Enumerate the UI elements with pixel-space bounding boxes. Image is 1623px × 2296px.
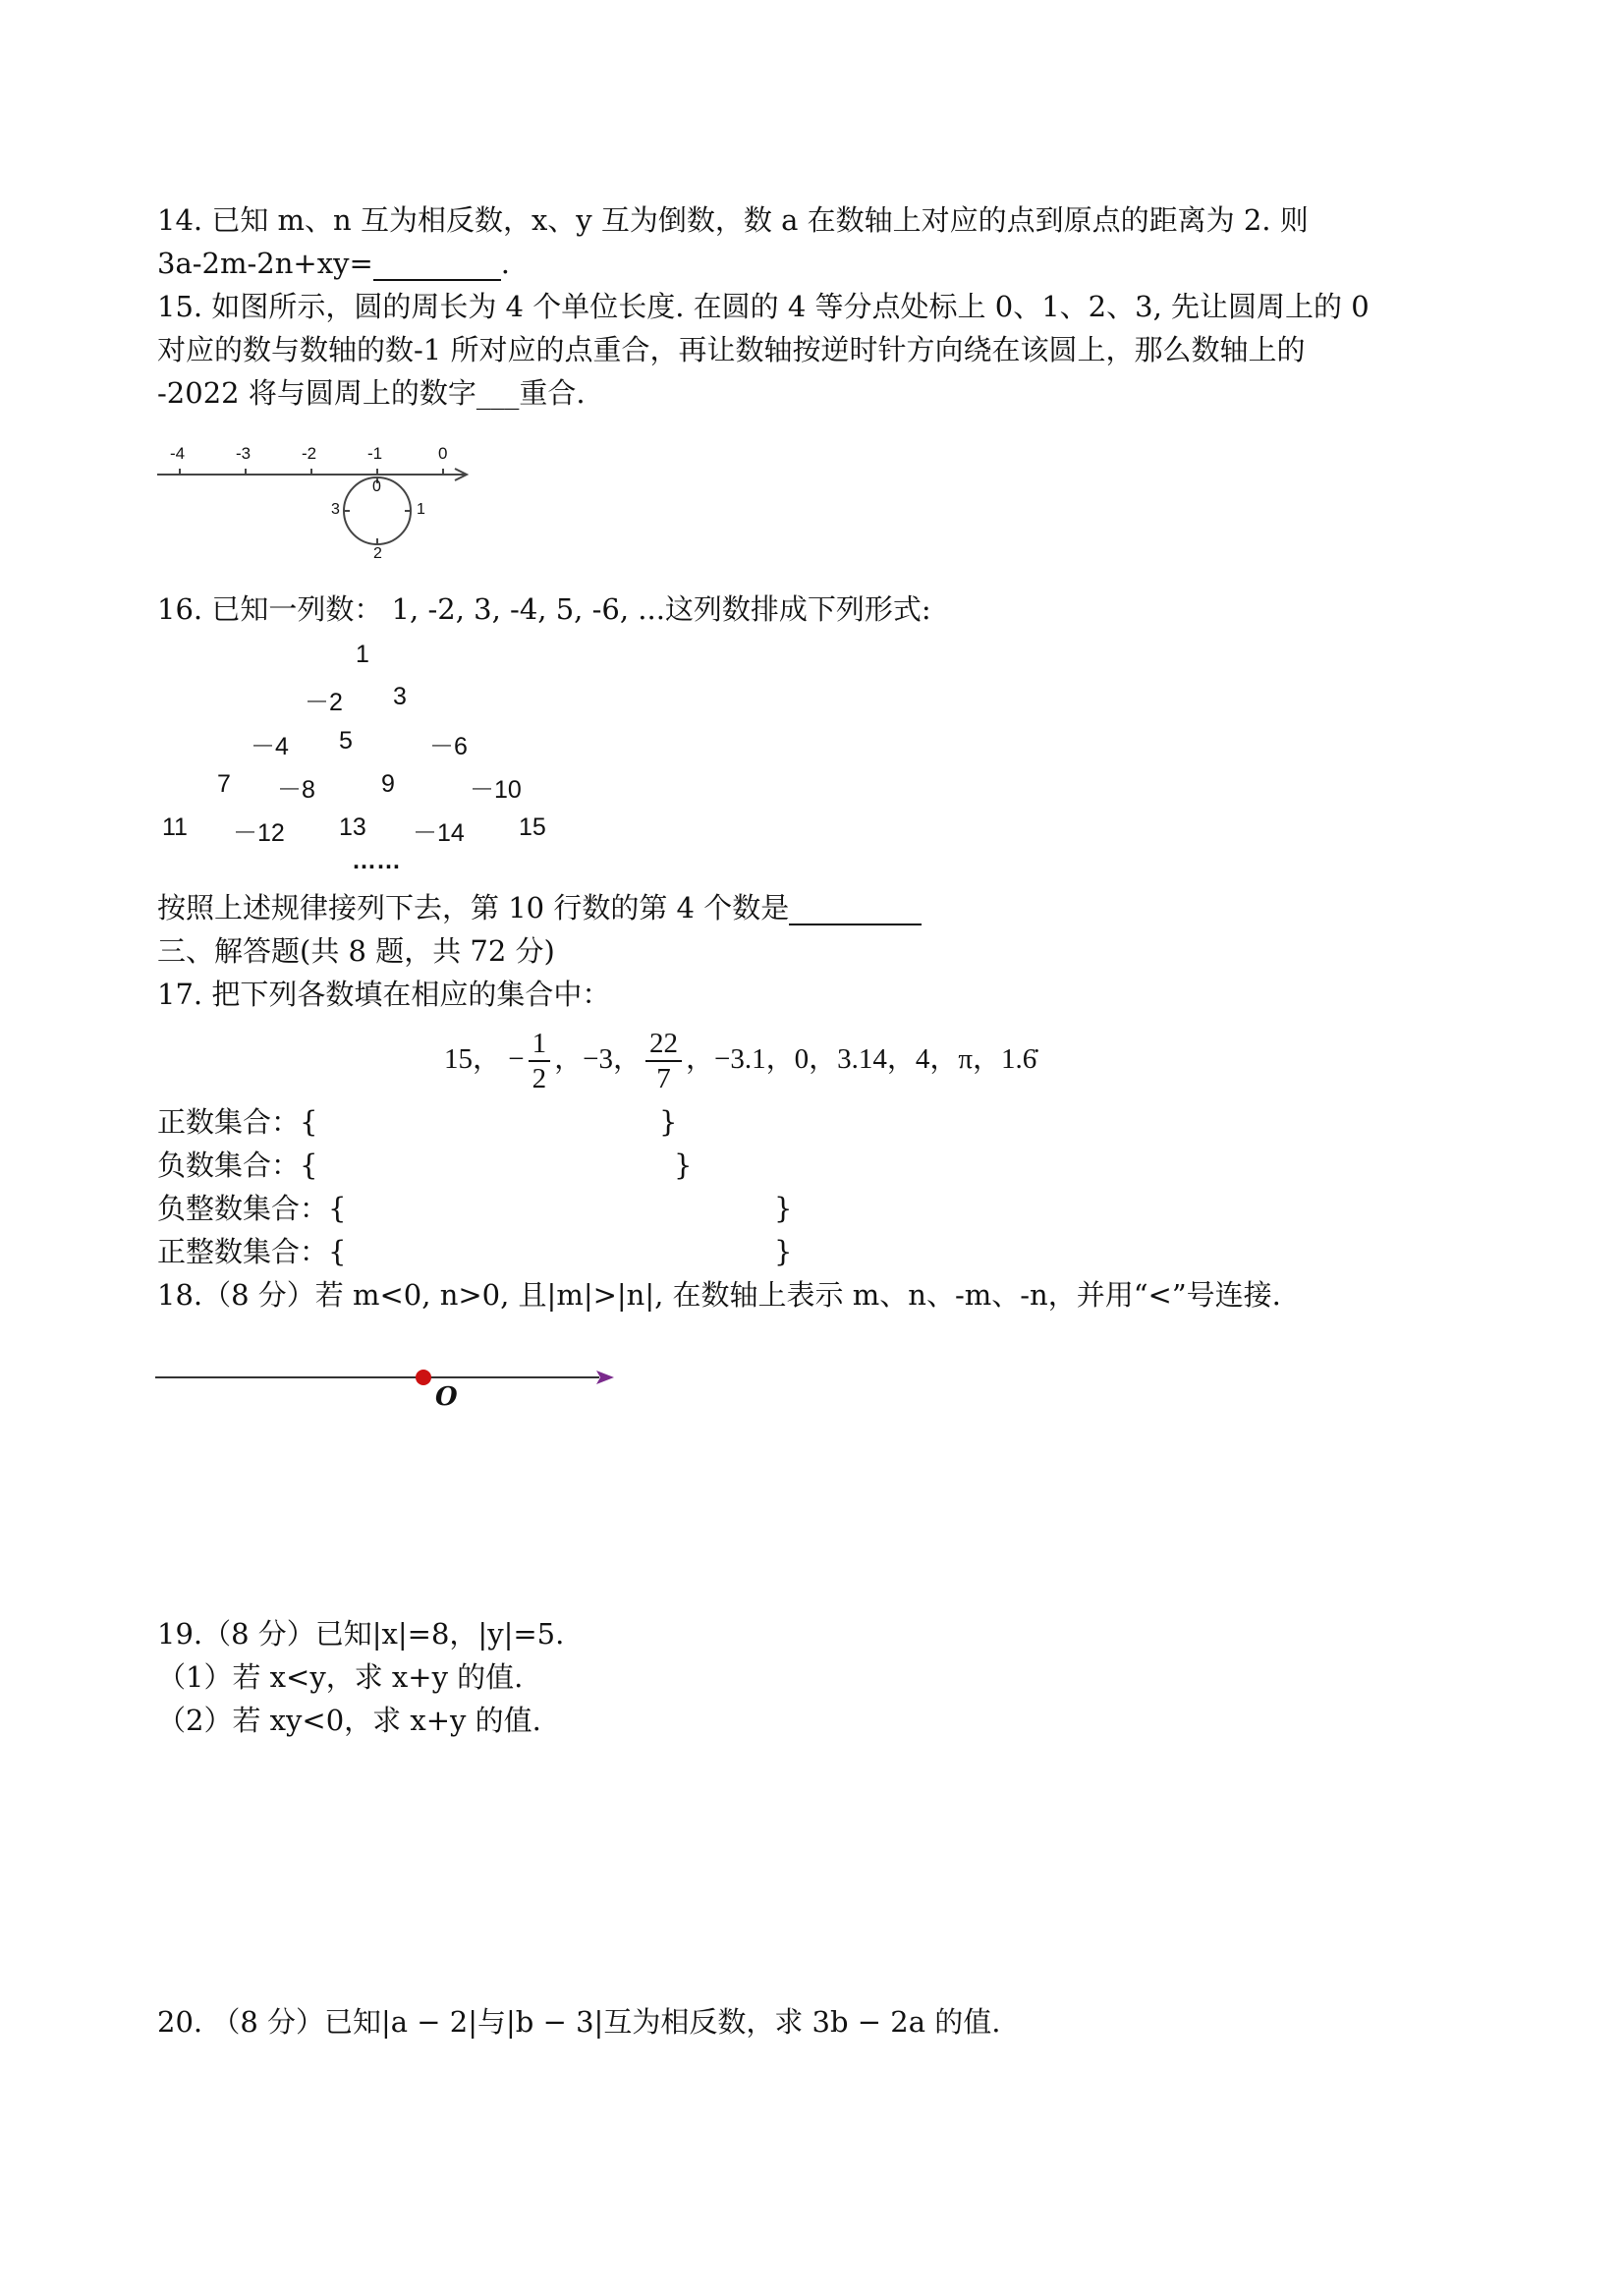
q16-triangle-number: 5 [339,727,353,755]
q17-set-positive-label: 正数集合：{ [157,1105,318,1139]
q17-set-negative-integer-close: } [774,1192,793,1225]
q16-intro: 16. 已知一列数： 1, -2, 3, -4, 5, -6, ...这列数排成下列形式: [157,592,931,626]
q15-axis-label: -4 [170,444,186,463]
q17-set-negative-integer-label: 负整数集合：{ [157,1192,347,1225]
q15-line1: 15. 如图所示，圆的周长为 4 个单位长度. 在圆的 4 等分点处标上 0、1、2、3, 先让圆周上的 0 [157,290,1370,323]
q17-set-positive-integer-close: } [774,1235,793,1268]
q17-set-negative-close: } [674,1148,693,1182]
q16-question [157,890,922,925]
q15-circle-label-left: 3 [331,501,340,518]
q18-text: 18.（8 分）若 m<0, n>0, 且|m|>|n|, 在数轴上表示 m、n、-m、-n，并用“<”号连接. [157,1278,1281,1312]
q16-answer-blank[interactable] [789,894,922,925]
q16-triangle-number: 15 [519,813,546,841]
q17-set-negative-label: 负数集合：{ [157,1148,318,1182]
q19-part1: （1）若 x<y，求 x+y 的值. [157,1660,524,1694]
q15-line3: -2022 将与圆周上的数字___重合. [157,376,586,410]
section3-title: 三、解答题(共 8 题，共 72 分) [157,934,555,968]
q15-circle-label-bottom: 2 [373,545,382,562]
q16-triangle-number: －4 [251,733,289,760]
fraction-numerator: 22 [645,1027,682,1062]
q17-set-positive-close: } [659,1105,678,1139]
q16-ellipsis: …… [352,847,401,874]
q15-circle-label-right: 1 [417,501,425,518]
q16-question-text: 按照上述规律接列下去，第 10 行数的第 4 个数是 [157,891,790,924]
q15-line2: 对应的数与数轴的数-1 所对应的点重合，再让数轴按逆时针方向绕在该圆上，那么数轴上的 [157,333,1306,366]
q16-triangle-number: 13 [339,813,366,841]
q15-axis-label: 0 [438,444,448,463]
q15-axis-label: -3 [236,444,252,463]
q15-axis-label: -2 [302,444,317,463]
q17-number-list [444,1020,1036,1098]
q18-origin-dot [416,1370,431,1385]
fraction-denominator: 2 [532,1063,547,1095]
q17-numbers-after: ，−3.1，0，3.14，4，π，1.6̇ [685,1043,1037,1075]
q16-triangle-number: －10 [470,776,522,804]
q17-fraction-one-half [529,1027,551,1095]
q20-text: 20. （8 分）已知|a − 2|与|b − 3|互为相反数，求 3b − 2a 的值. [157,2005,1001,2039]
fraction-denominator: 7 [656,1063,671,1095]
q16-triangle-number: －14 [413,819,465,847]
q16-triangle-number: 11 [162,813,188,841]
q17-numbers-before: 15， [444,1043,502,1075]
fraction-numerator: 1 [529,1027,551,1062]
q18-origin-label: O [435,1382,458,1412]
q17-fraction-22-7 [645,1027,682,1095]
q14-answer-blank[interactable] [373,250,501,281]
q16-triangle-number: －8 [277,776,315,804]
q16-triangle-number: 9 [381,770,395,798]
q17-numbers-mid: ，−3， [554,1043,642,1075]
q16-triangle-number: －6 [429,733,468,760]
q16-triangle-number: －12 [233,819,285,847]
q16-triangle-number: 1 [356,641,369,668]
q15-axis-label: -1 [367,444,383,463]
q19-text: 19.（8 分）已知|x|=8，|y|=5. [157,1617,565,1651]
q19-part2: （2）若 xy<0，求 x+y 的值. [157,1704,541,1737]
q17-intro: 17. 把下列各数填在相应的集合中： [157,978,611,1011]
q16-triangle-number: －2 [305,689,343,716]
q17-set-positive-integer-label: 正整数集合：{ [157,1235,347,1268]
q15-circle-label-top: 0 [372,478,381,495]
q17-frac1-sign: − [508,1043,525,1075]
q16-triangle-number: 7 [217,770,231,798]
q14-expression: 3a-2m-2n+xy= [157,247,373,280]
q16-triangle-number: 3 [393,683,407,710]
q14-line2 [157,246,510,281]
q14-period: . [500,247,510,280]
q14-line1: 14. 已知 m、n 互为相反数，x、y 互为倒数，数 a 在数轴上对应的点到原点的距离为 2. 则 [157,203,1309,237]
q18-number-line-figure [152,1356,624,1415]
